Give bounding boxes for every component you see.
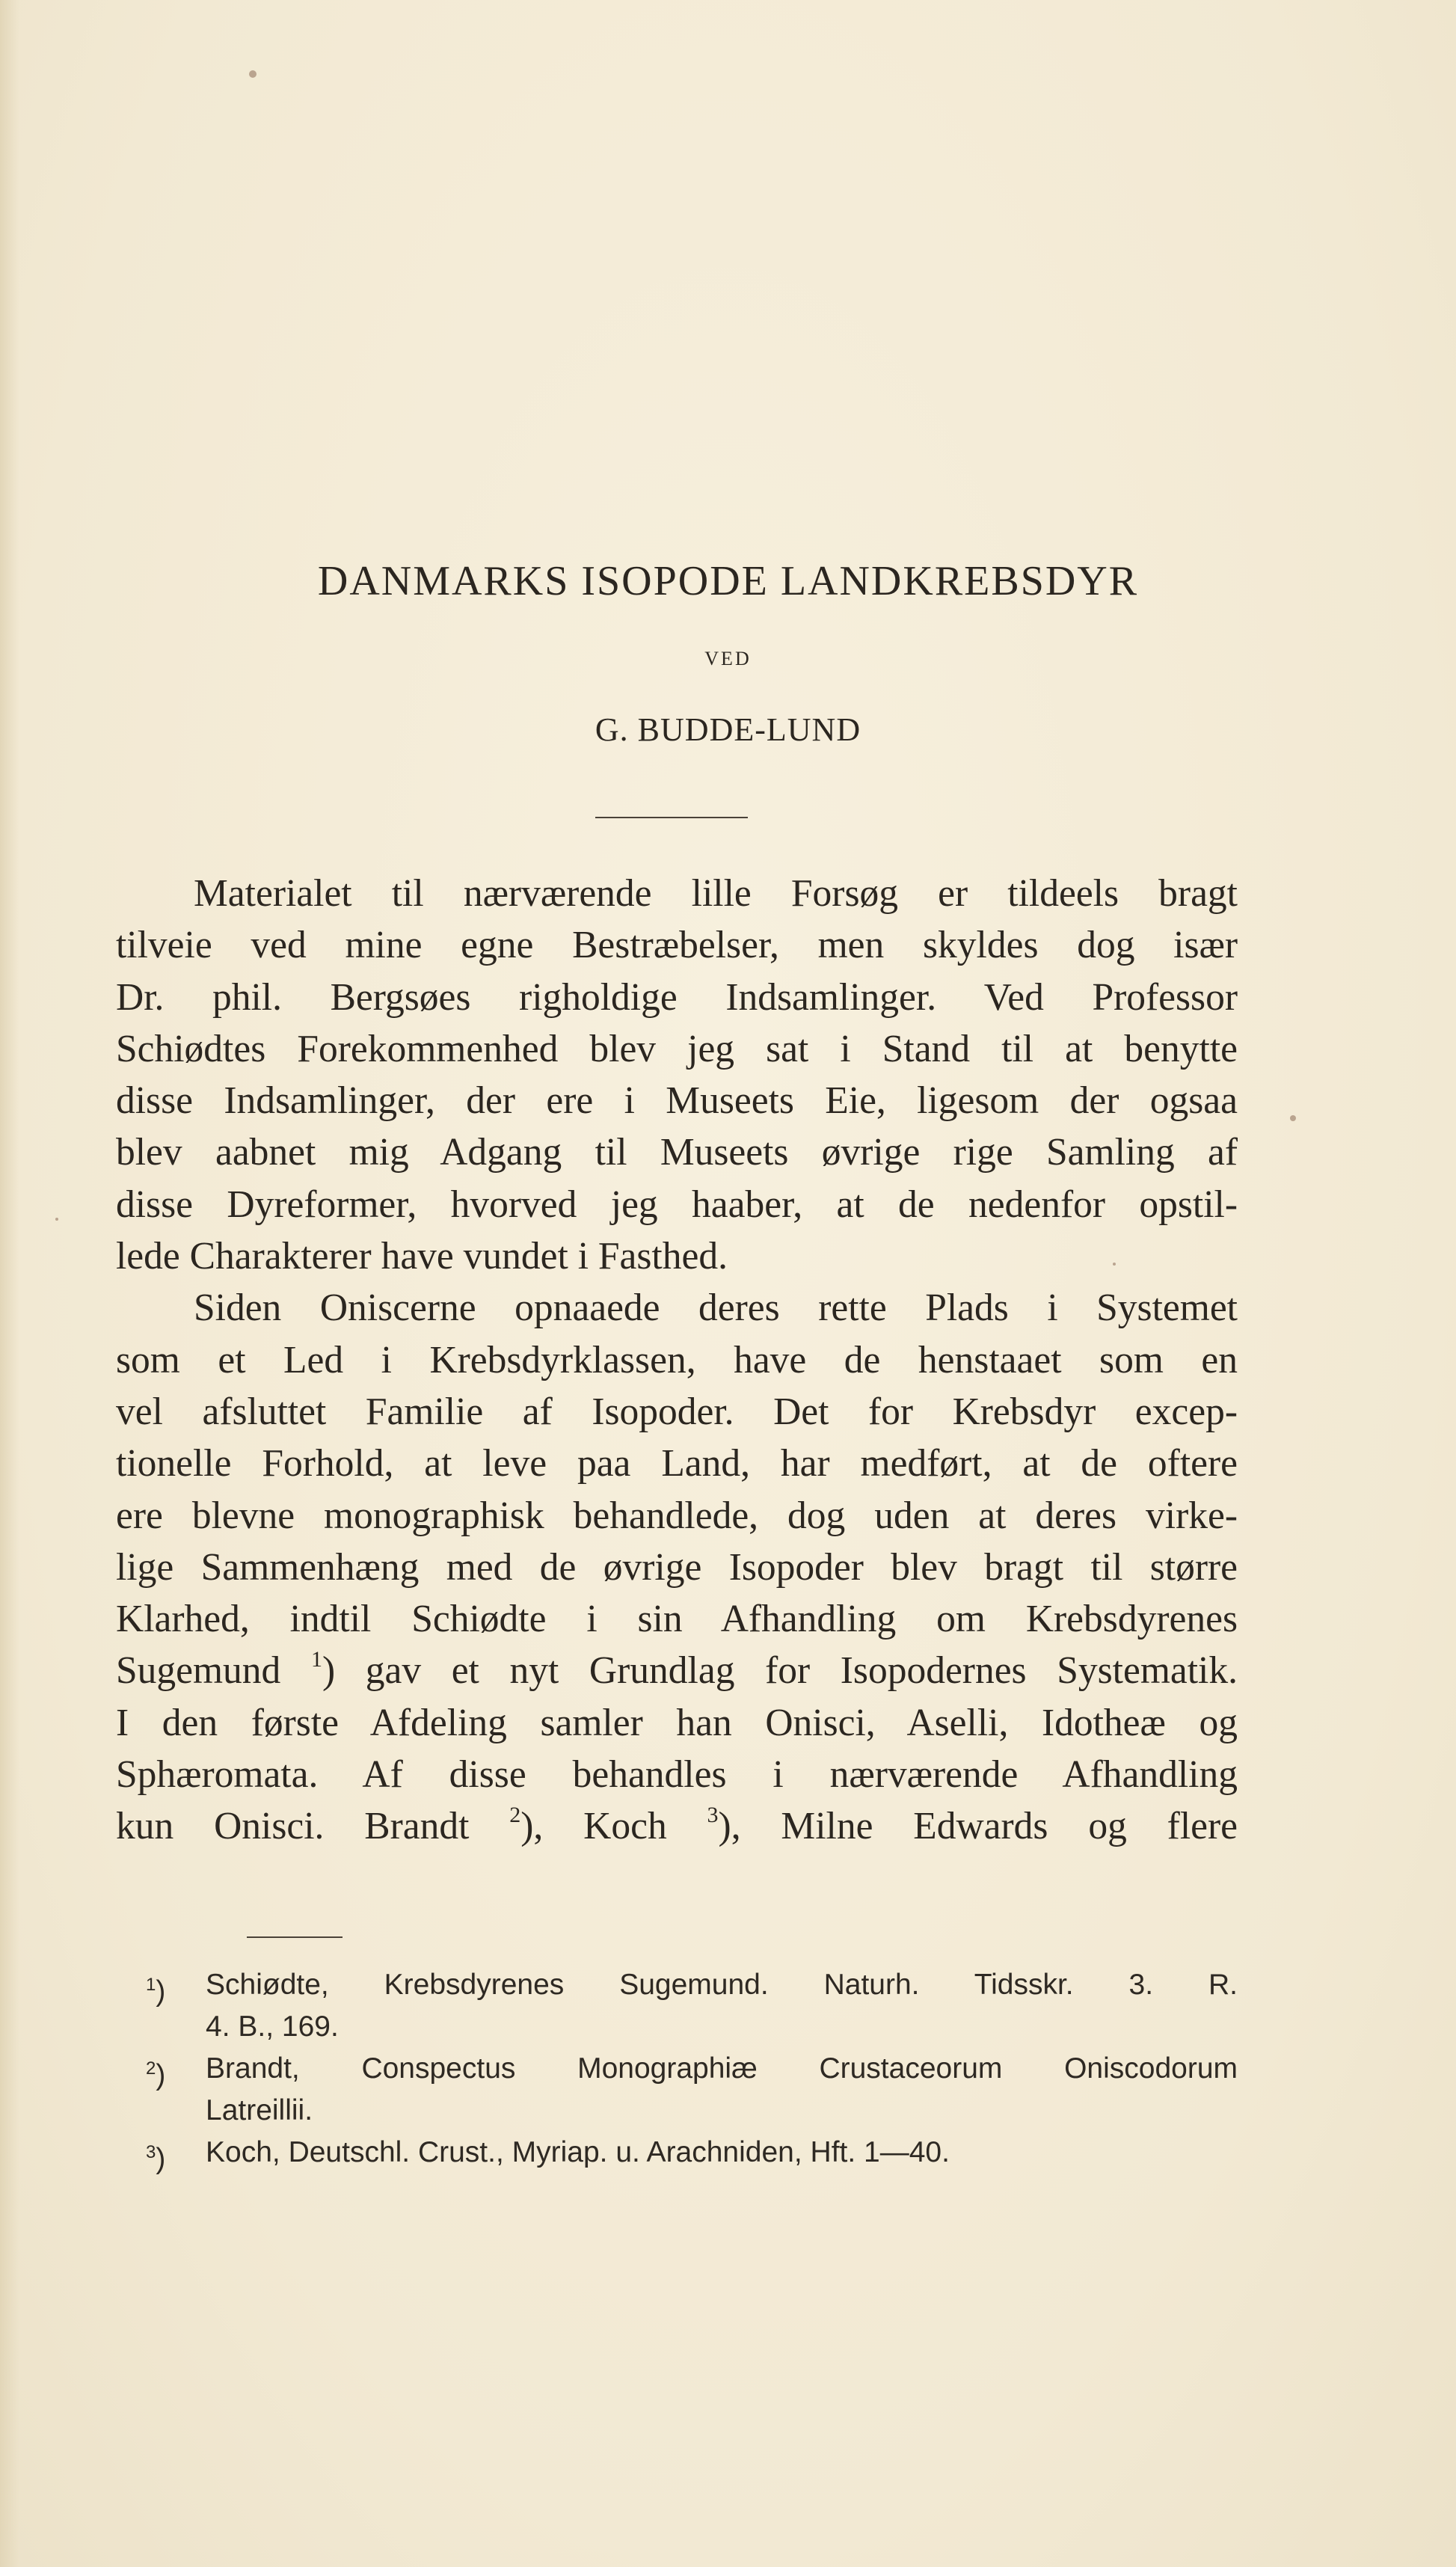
text-line: Sphæromata. Af disse behandles i nærværende Afhandling bbox=[116, 1753, 1238, 1797]
footnote bbox=[146, 1964, 1238, 2048]
text-line: blev aabnet mig Adgang til Museets øvrige rige Samling af bbox=[116, 1131, 1238, 1174]
footnote bbox=[146, 2048, 1238, 2132]
text-line: Materialet til nærværende lille Forsøg er tildeels bragt bbox=[194, 872, 1238, 915]
footnote-line: 4. B., 169. bbox=[206, 2011, 339, 2043]
body-text bbox=[116, 868, 1238, 1853]
text-line: tilveie ved mine egne Bestræbelser, men skyldes dog især bbox=[116, 924, 1238, 967]
text-line: vel afsluttet Familie af Isopoder. Det for Krebsdyr excep- bbox=[116, 1390, 1238, 1433]
text-fragment: kun Onisci. Brandt bbox=[116, 1805, 510, 1848]
footnote-reference: 3 bbox=[707, 1803, 719, 1828]
text-line: disse Dyreformer, hvorved jeg haaber, at de nedenfor opstil- bbox=[116, 1183, 1238, 1226]
footnotes bbox=[146, 1964, 1238, 2174]
text-line: Siden Oniscerne opnaaede deres rette Plads i Systemet bbox=[194, 1286, 1238, 1330]
footnote-line: Brandt, Conspectus Monographiæ Crustaceorum Oniscodorum bbox=[206, 2052, 1238, 2085]
text-line: tionelle Forhold, at leve paa Land, har medført, at de oftere bbox=[116, 1442, 1238, 1485]
text-fragment: Sugemund bbox=[116, 1649, 311, 1693]
footnote-number: 2 bbox=[146, 2058, 156, 2079]
paper-speck bbox=[1290, 1115, 1296, 1121]
text-line: disse Indsamlinger, der ere i Museets Eie, ligesom der ogsaa bbox=[116, 1079, 1238, 1123]
footnote-line: Koch, Deutschl. Crust., Myriap. u. Arachniden, Hft. 1—40. bbox=[206, 2136, 950, 2168]
author-name: G. BUDDE-LUND bbox=[595, 711, 861, 748]
text-line bbox=[116, 1800, 1238, 1852]
text-line: lede Charakterer have vundet i Fasthed. bbox=[116, 1235, 728, 1278]
text-line: Schiødtes Forekommenhed blev jeg sat i Stand til at benytte bbox=[116, 1027, 1238, 1070]
page-edge-shadow bbox=[0, 0, 19, 2567]
footnote-line: Schiødte, Krebsdyrenes Sugemund. Naturh. Tidsskr. 3. R. bbox=[206, 1969, 1238, 2001]
footnote-divider bbox=[247, 1936, 343, 1938]
text-line: I den første Afdeling samler han Onisci, Aselli, Idotheæ og bbox=[116, 1701, 1238, 1744]
footnote-reference: 2 bbox=[509, 1803, 521, 1828]
footnote-mark: $^1$) bbox=[146, 1975, 166, 2008]
footnote-number: 3 bbox=[146, 2142, 156, 2162]
paper-speck bbox=[249, 70, 257, 78]
text-line: Dr. phil. Bergsøes righoldige Indsamlinger. Ved Professor bbox=[116, 975, 1238, 1019]
text-fragment: ), Koch bbox=[520, 1805, 707, 1848]
paper-speck bbox=[55, 1218, 58, 1221]
text-fragment: ), Milne Edwards og flere bbox=[718, 1805, 1238, 1848]
document-title: DANMARKS ISOPODE LANDKREBSDYR bbox=[317, 558, 1139, 604]
text-line bbox=[116, 1645, 1238, 1696]
text-fragment: ) gav et nyt Grundlag for Isopodernes Systematik. bbox=[322, 1649, 1238, 1693]
paper-speck bbox=[1113, 1263, 1116, 1266]
footnote-line: Latreillii. bbox=[206, 2094, 313, 2126]
footnote-number: 1 bbox=[146, 1975, 156, 1995]
text-line: ere blevne monographisk behandlede, dog uden at deres virke- bbox=[116, 1494, 1238, 1537]
footnote bbox=[146, 2132, 1238, 2174]
byline-prefix: VED bbox=[704, 648, 752, 669]
footnote-mark: $^3$) bbox=[146, 2142, 166, 2175]
text-line: Klarhed, indtil Schiødte i sin Afhandling om Krebsdyrenes bbox=[116, 1598, 1238, 1641]
text-line: lige Sammenhæng med de øvrige Isopoder blev bragt til større bbox=[116, 1545, 1238, 1589]
title-divider bbox=[595, 817, 748, 818]
text-line: som et Led i Krebsdyrklassen, have de henstaaet som en bbox=[116, 1338, 1238, 1381]
footnote-reference: 1 bbox=[310, 1647, 322, 1672]
footnote-mark: $^2$) bbox=[146, 2058, 166, 2091]
